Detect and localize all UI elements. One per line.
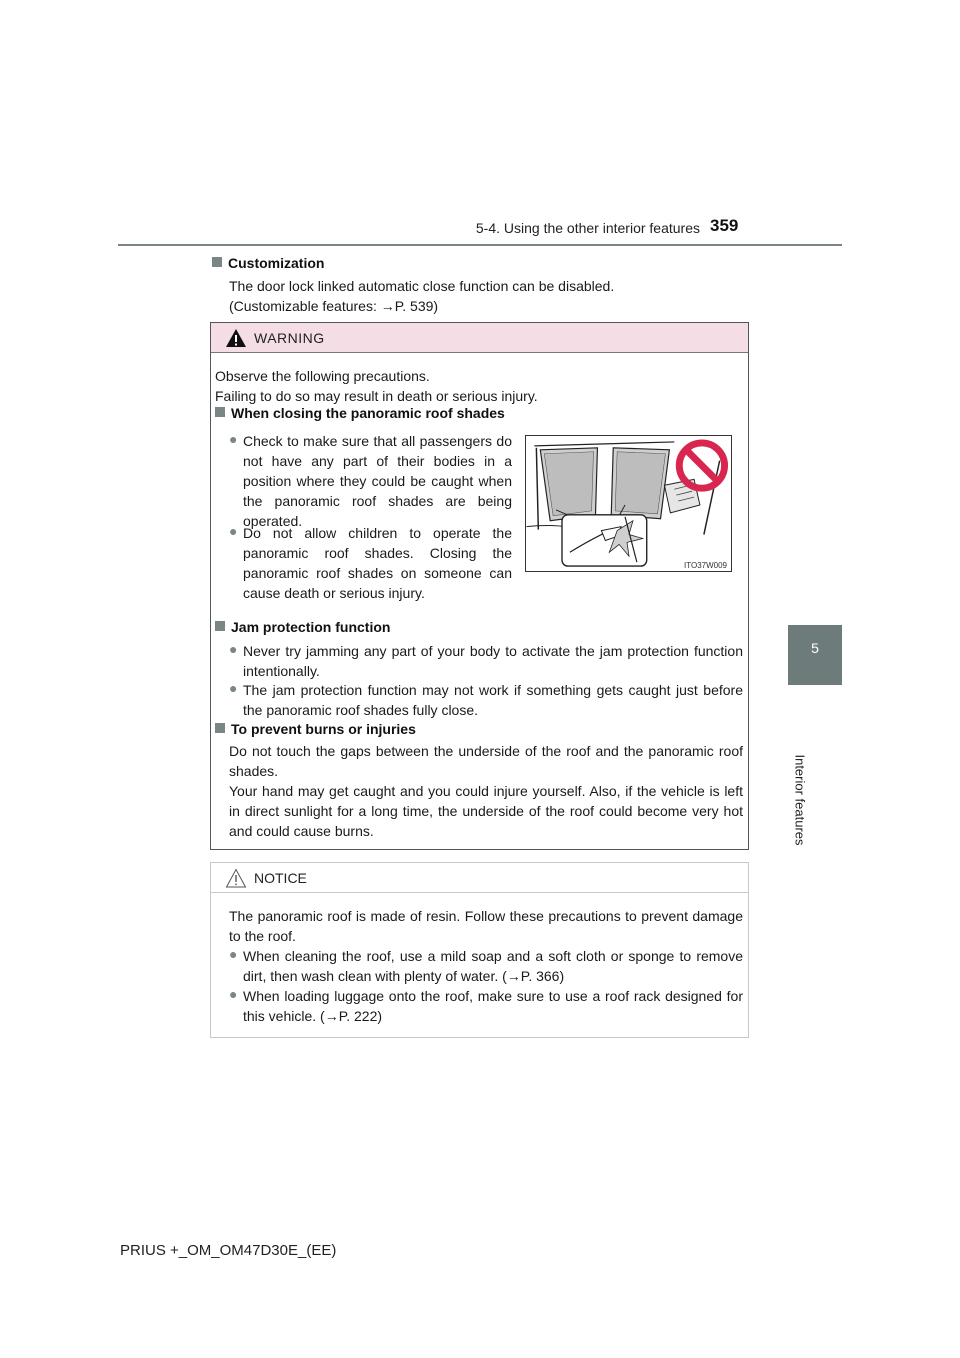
jam-bullet-2: The jam protection function may not work if something gets caught just before the panoramic roof shades fully close. — [243, 682, 743, 718]
notice-label: NOTICE — [254, 870, 307, 886]
notice-bullet-1: When cleaning the roof, use a mild soap and a soft cloth or sponge to remove dirt, then wash clean with plenty of water. (→P. 366) — [243, 948, 743, 984]
square-bullet-icon — [215, 621, 225, 631]
burns-paragraph-1: Do not touch the gaps between the underside of the roof and the panoramic roof shades. — [229, 743, 743, 779]
bullet-icon: ● — [229, 986, 238, 1002]
burns-paragraph-2: Your hand may get caught and you could injure yourself. Also, if the vehicle is left in direct sunlight for a long time, the underside of the roof could become very hot and could cause burns. — [229, 783, 743, 839]
warning-label: WARNING — [254, 330, 325, 346]
burns-heading: To prevent burns or injuries — [215, 721, 416, 737]
chapter-number: 5 — [811, 640, 819, 656]
header-rule — [118, 244, 842, 246]
jam-bullet-1: Never try jamming any part of your body to activate the jam protection function intentionally. — [243, 643, 743, 679]
chapter-label: Interior features — [792, 754, 808, 846]
warning-intro: Observe the following precautions. Failing to do so may result in death or serious injury. — [215, 368, 538, 404]
customizable-features-link[interactable]: (Customizable features: →P. 539) — [229, 298, 439, 314]
bullet-icon: ● — [229, 946, 238, 962]
bullet-icon: ● — [229, 523, 238, 539]
closing-bullet-1: Check to make sure that all passengers do not have any part of their bodies in a position where they could be caught when the panoramic roof shades are being operated. — [243, 433, 512, 529]
page-number: 359 — [710, 216, 739, 235]
roof-shade-illustration — [525, 435, 732, 572]
closing-bullet-2: Do not allow children to operate the panoramic roof shades. Closing the panoramic roof shades on someone can cause death or serious injury. — [243, 525, 512, 601]
square-bullet-icon — [215, 723, 225, 733]
customization-heading: Customization — [212, 255, 324, 271]
bullet-icon: ● — [229, 431, 238, 447]
customization-text: The door lock linked automatic close function can be disabled. (Customizable features: →P. 539) — [229, 276, 749, 316]
illustration-code: ITO37W009 — [684, 561, 727, 570]
document-code: PRIUS +_OM_OM47D30E_(EE) — [120, 1242, 337, 1259]
bullet-icon: ● — [229, 680, 238, 696]
square-bullet-icon — [215, 407, 225, 417]
jam-heading: Jam protection function — [215, 619, 390, 635]
notice-intro: The panoramic roof is made of resin. Follow these precautions to prevent damage to the roof. — [229, 908, 743, 944]
section-title: 5-4. Using the other interior features — [475, 220, 700, 236]
square-bullet-icon — [212, 257, 222, 267]
notice-triangle-icon — [225, 868, 247, 888]
bullet-icon: ● — [229, 641, 238, 657]
warning-triangle-icon — [225, 328, 247, 348]
closing-heading: When closing the panoramic roof shades — [215, 405, 505, 421]
notice-bullet-2: When loading luggage onto the roof, make sure to use a roof rack designed for this vehicle. (→P. 222) — [243, 988, 743, 1024]
